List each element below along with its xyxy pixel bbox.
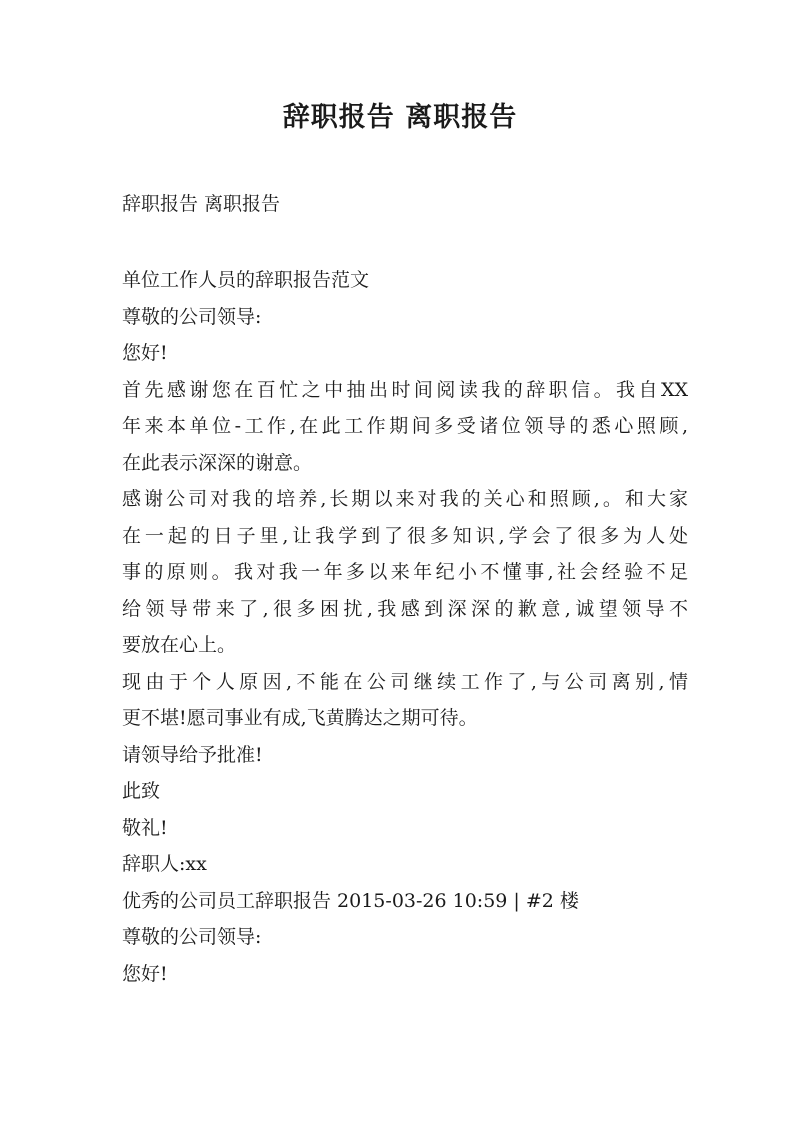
document-subtitle: 辞职报告 离职报告 (122, 193, 281, 215)
body-line: 请领导给予批准! (122, 743, 263, 766)
body-line: 辞职人:xx (122, 853, 207, 875)
body-line: 尊敬的公司领导: (122, 926, 262, 948)
body-line: 此致 (122, 780, 161, 802)
body-line: 感谢公司对我的培养,长期以来对我的关心和照顾,。和大家 (122, 488, 688, 510)
document-body (122, 262, 688, 992)
body-line: 您好! (122, 342, 168, 364)
body-line: 您好! (122, 962, 168, 985)
body-line: 首先感谢您在百忙之中抽出时间阅读我的辞职信。我自XX (122, 378, 688, 401)
document-title: 辞职报告 离职报告 (282, 102, 518, 133)
body-line: 更不堪!愿司事业有成,飞黄腾达之期可待。 (122, 707, 478, 729)
body-line: 要放在心上。 (122, 634, 237, 656)
body-line: 敬礼! (122, 816, 168, 839)
body-line: 优秀的公司员工辞职报告 2015-03-26 10:59 | #2 楼 (122, 889, 579, 912)
body-line: 在一起的日子里,让我学到了很多知识,学会了很多为人处 (122, 524, 688, 547)
body-line: 尊敬的公司领导: (122, 305, 262, 328)
body-line: 给领导带来了,很多困扰,我感到深深的歉意,诚望领导不 (122, 597, 688, 620)
body-line: 现由于个人原因,不能在公司继续工作了,与公司离别,情 (122, 670, 688, 693)
body-line: 事的原则。我对我一年多以来年纪小不懂事,社会经验不足 (122, 561, 688, 583)
body-line: 单位工作人员的辞职报告范文 (122, 269, 370, 291)
body-line: 在此表示深深的谢意。 (122, 451, 313, 474)
body-line: 年来本单位-工作,在此工作期间多受诸位领导的悉心照顾, (122, 415, 688, 437)
